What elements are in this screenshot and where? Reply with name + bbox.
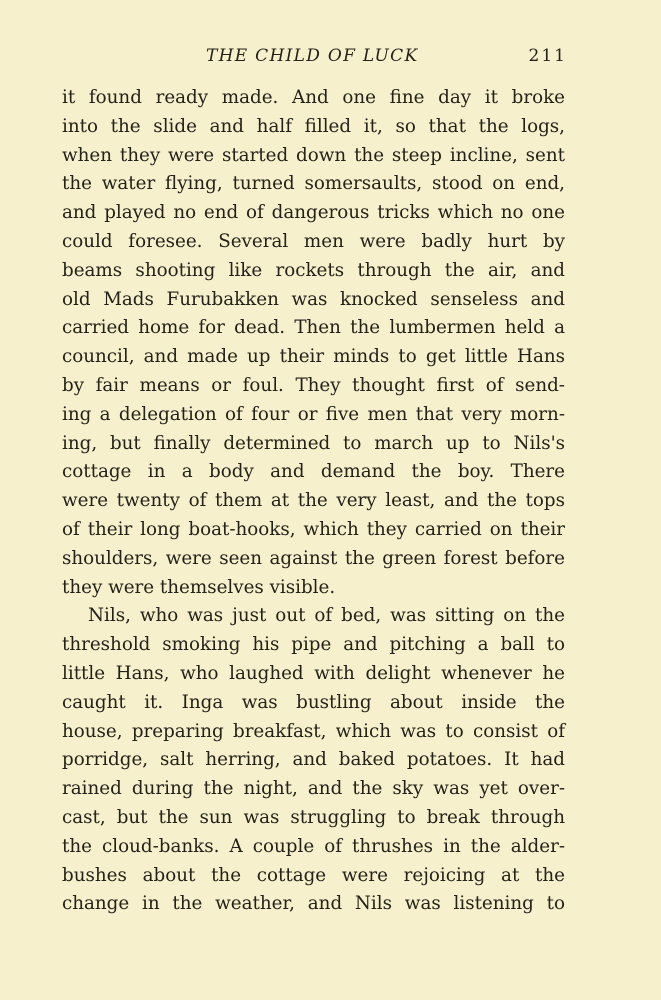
text-line: ing a delegation of four or five men that very morn- — [62, 403, 565, 425]
text-line: it found ready made. And one fine day it broke — [62, 87, 565, 108]
text-line: shoulders, were seen against the green forest before — [62, 547, 565, 569]
text-line: house, preparing breakfast, which was to consist of — [62, 720, 565, 742]
text-line: threshold smoking his pipe and pitching a ball to — [62, 634, 565, 656]
text-line: carried home for dead. Then the lumbermen held a — [62, 317, 565, 339]
text-line: and played no end of dangerous tricks which no one — [62, 202, 565, 224]
text-line: could foresee. Several men were badly hurt by — [62, 230, 565, 252]
text-line: porridge, salt herring, and baked potatoes. It had — [62, 749, 565, 771]
page-number: 211 — [528, 46, 567, 66]
text-line: ing, but finally determined to march up to Nils's — [62, 432, 565, 454]
text-line: old Mads Furubakken was knocked senseless and — [62, 288, 565, 310]
text-line: cast, but the sun was struggling to break through — [62, 806, 565, 828]
text-line: were twenty of them at the very least, and the tops — [62, 490, 565, 512]
text-line: the water flying, turned somersaults, stood on end, — [62, 173, 565, 195]
text-line: change in the weather, and Nils was listening to — [62, 893, 565, 915]
text-line: they were themselves visible. — [62, 576, 336, 598]
text-line: when they were started down the steep incline, sent — [62, 144, 565, 166]
text-line: council, and made up their minds to get little Hans — [62, 346, 565, 368]
text-line: caught it. Inga was bustling about inside the — [62, 691, 565, 713]
text-line: little Hans, who laughed with delight whenever he — [62, 662, 565, 684]
text-line: cottage in a body and demand the boy. There — [62, 461, 565, 483]
running-head-title: THE CHILD OF LUCK — [206, 46, 419, 66]
text-line: Nils, who was just out of bed, was sitting on the — [88, 605, 565, 627]
text-line: the cloud-banks. A couple of thrushes in the alder- — [62, 835, 565, 857]
text-line: by fair means or foul. They thought first of send- — [62, 374, 565, 396]
text-line: bushes about the cottage were rejoicing at the — [62, 864, 565, 886]
body-text — [62, 84, 565, 919]
text-line: beams shooting like rockets through the air, and — [62, 259, 565, 281]
text-line: into the slide and half filled it, so that the logs, — [62, 115, 565, 137]
running-head — [62, 44, 567, 72]
text-line: of their long boat-hooks, which they carried on their — [62, 518, 565, 540]
text-line: rained during the night, and the sky was yet over- — [62, 778, 565, 800]
